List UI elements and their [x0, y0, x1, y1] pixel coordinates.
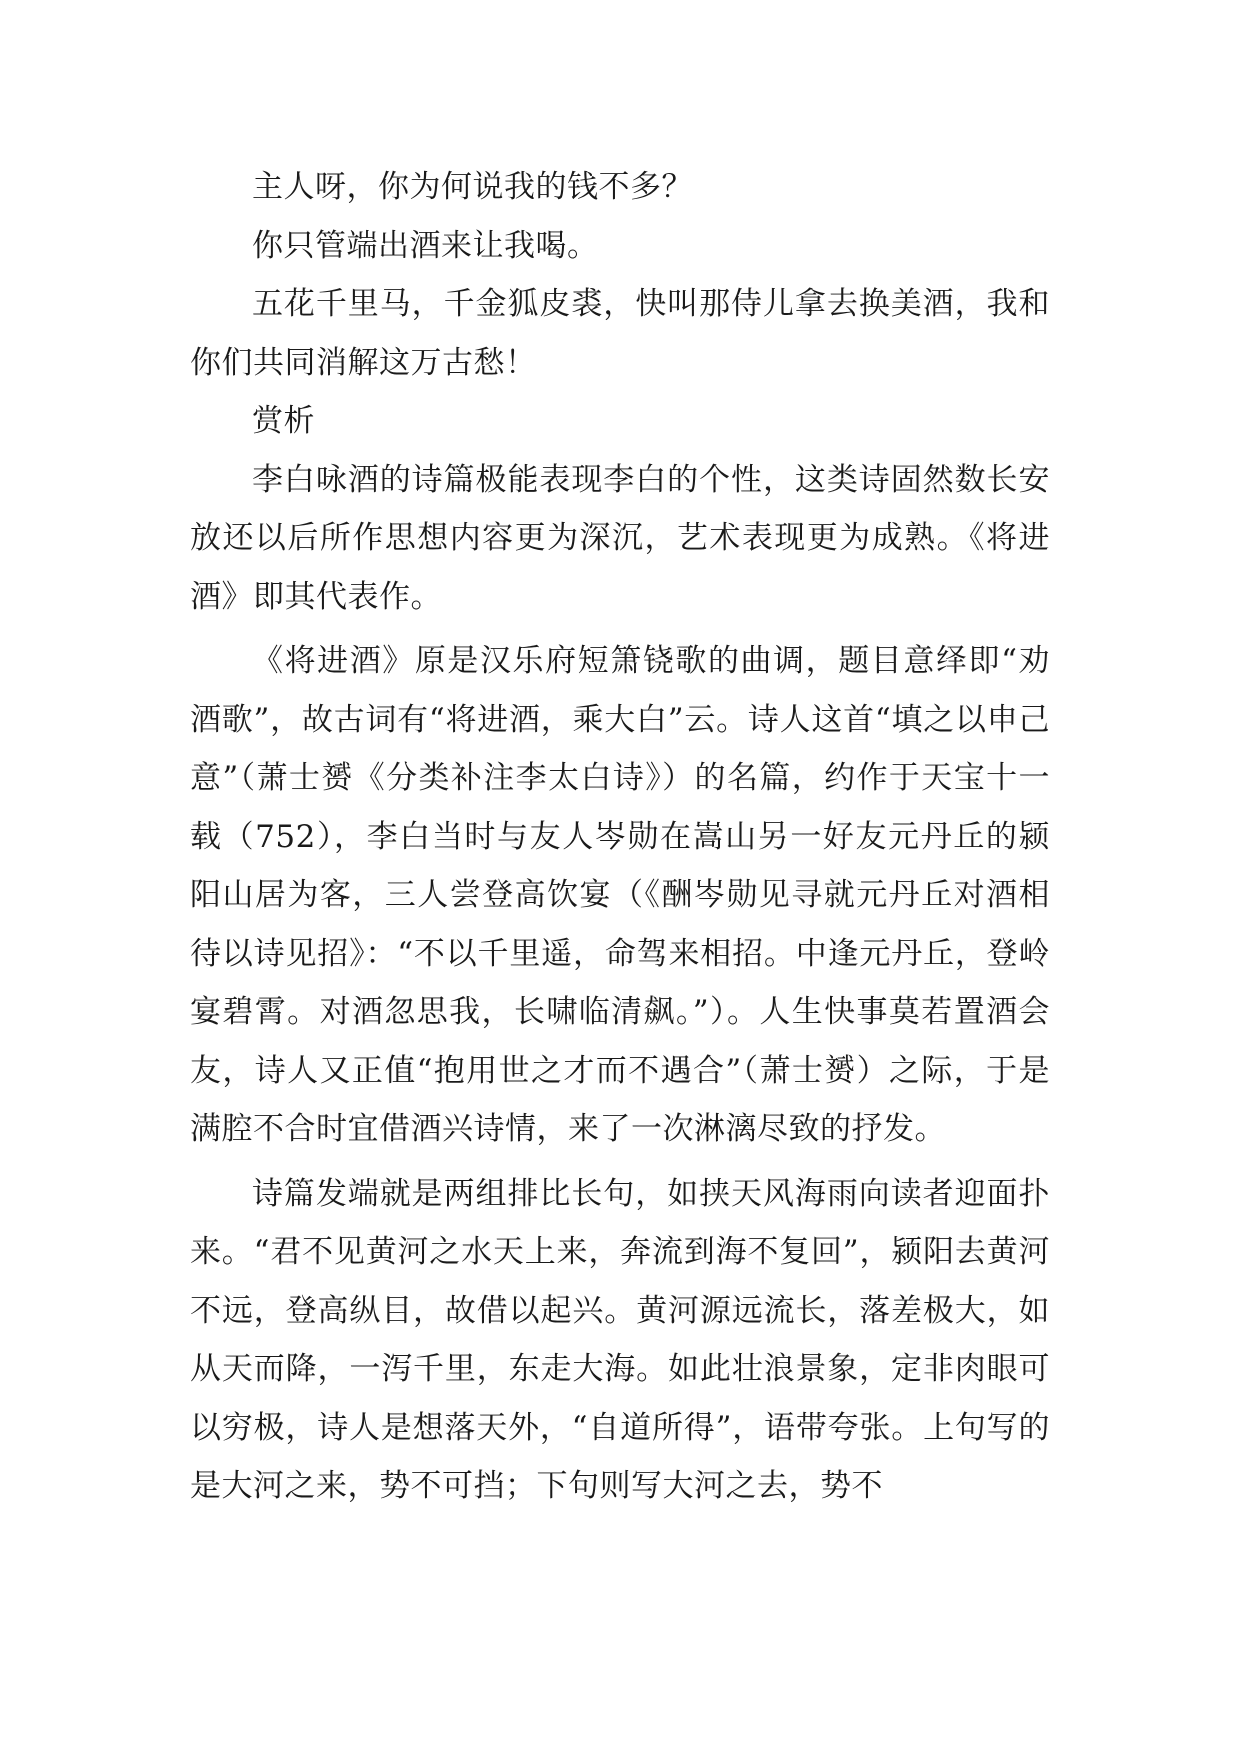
- paragraph-4: 李白咏酒的诗篇极能表现李白的个性，这类诗固然数长安放还以后所作思想内容更为深沉，艺术表现更为成熟。《将进酒》即其代表作。: [190, 461, 1050, 615]
- section-heading-appreciation: 赏析: [252, 403, 315, 439]
- paragraph-6: 诗篇发端就是两组排比长句，如挟天风海雨向读者迎面扑来。“君不见黄河之水天上来，奔流到海不复回”，颍阳去黄河不远，登高纵目，故借以起兴。黄河源远流长，落差极大，如从天而降，一泻千里，东走大海。如此壮浪景象，定非肉眼可以穷极，诗人是想落天外，“自道所得”，语带夸张。上句写的是大河之来，势不可挡；下句则写大河之去，势不: [190, 1175, 1050, 1504]
- paragraph-1: 主人呀，你为何说我的钱不多？: [252, 169, 693, 205]
- paragraph-3: 五花千里马，千金狐皮裘，快叫那侍儿拿去换美酒，我和你们共同消解这万古愁！: [190, 286, 1050, 381]
- paragraph-5: 《将进酒》原是汉乐府短箫铙歌的曲调，题目意绎即“劝酒歌”，故古词有“将进酒，乘大白”云。诗人这首“填之以申己意”（萧士赟《分类补注李太白诗》）的名篇，约作于天宝十一载（752），李白当时与友人岑勋在嵩山另一好友元丹丘的颍阳山居为客，三人尝登高饮宴（《酬岑勋见寻就元丹丘对酒相待以诗见招》：“不以千里遥，命驾来相招。中逢元丹丘，登岭宴碧霄。对酒忽思我，长啸临清飙。”）。人生快事莫若置酒会友，诗人又正值“抱用世之才而不遇合”（萧士赟）之际，于是满腔不合时宜借酒兴诗情，来了一次淋漓尽致的抒发。: [190, 643, 1050, 1147]
- paragraph-2: 你只管端出酒来让我喝。: [252, 227, 599, 264]
- body-text: [190, 158, 1050, 1516]
